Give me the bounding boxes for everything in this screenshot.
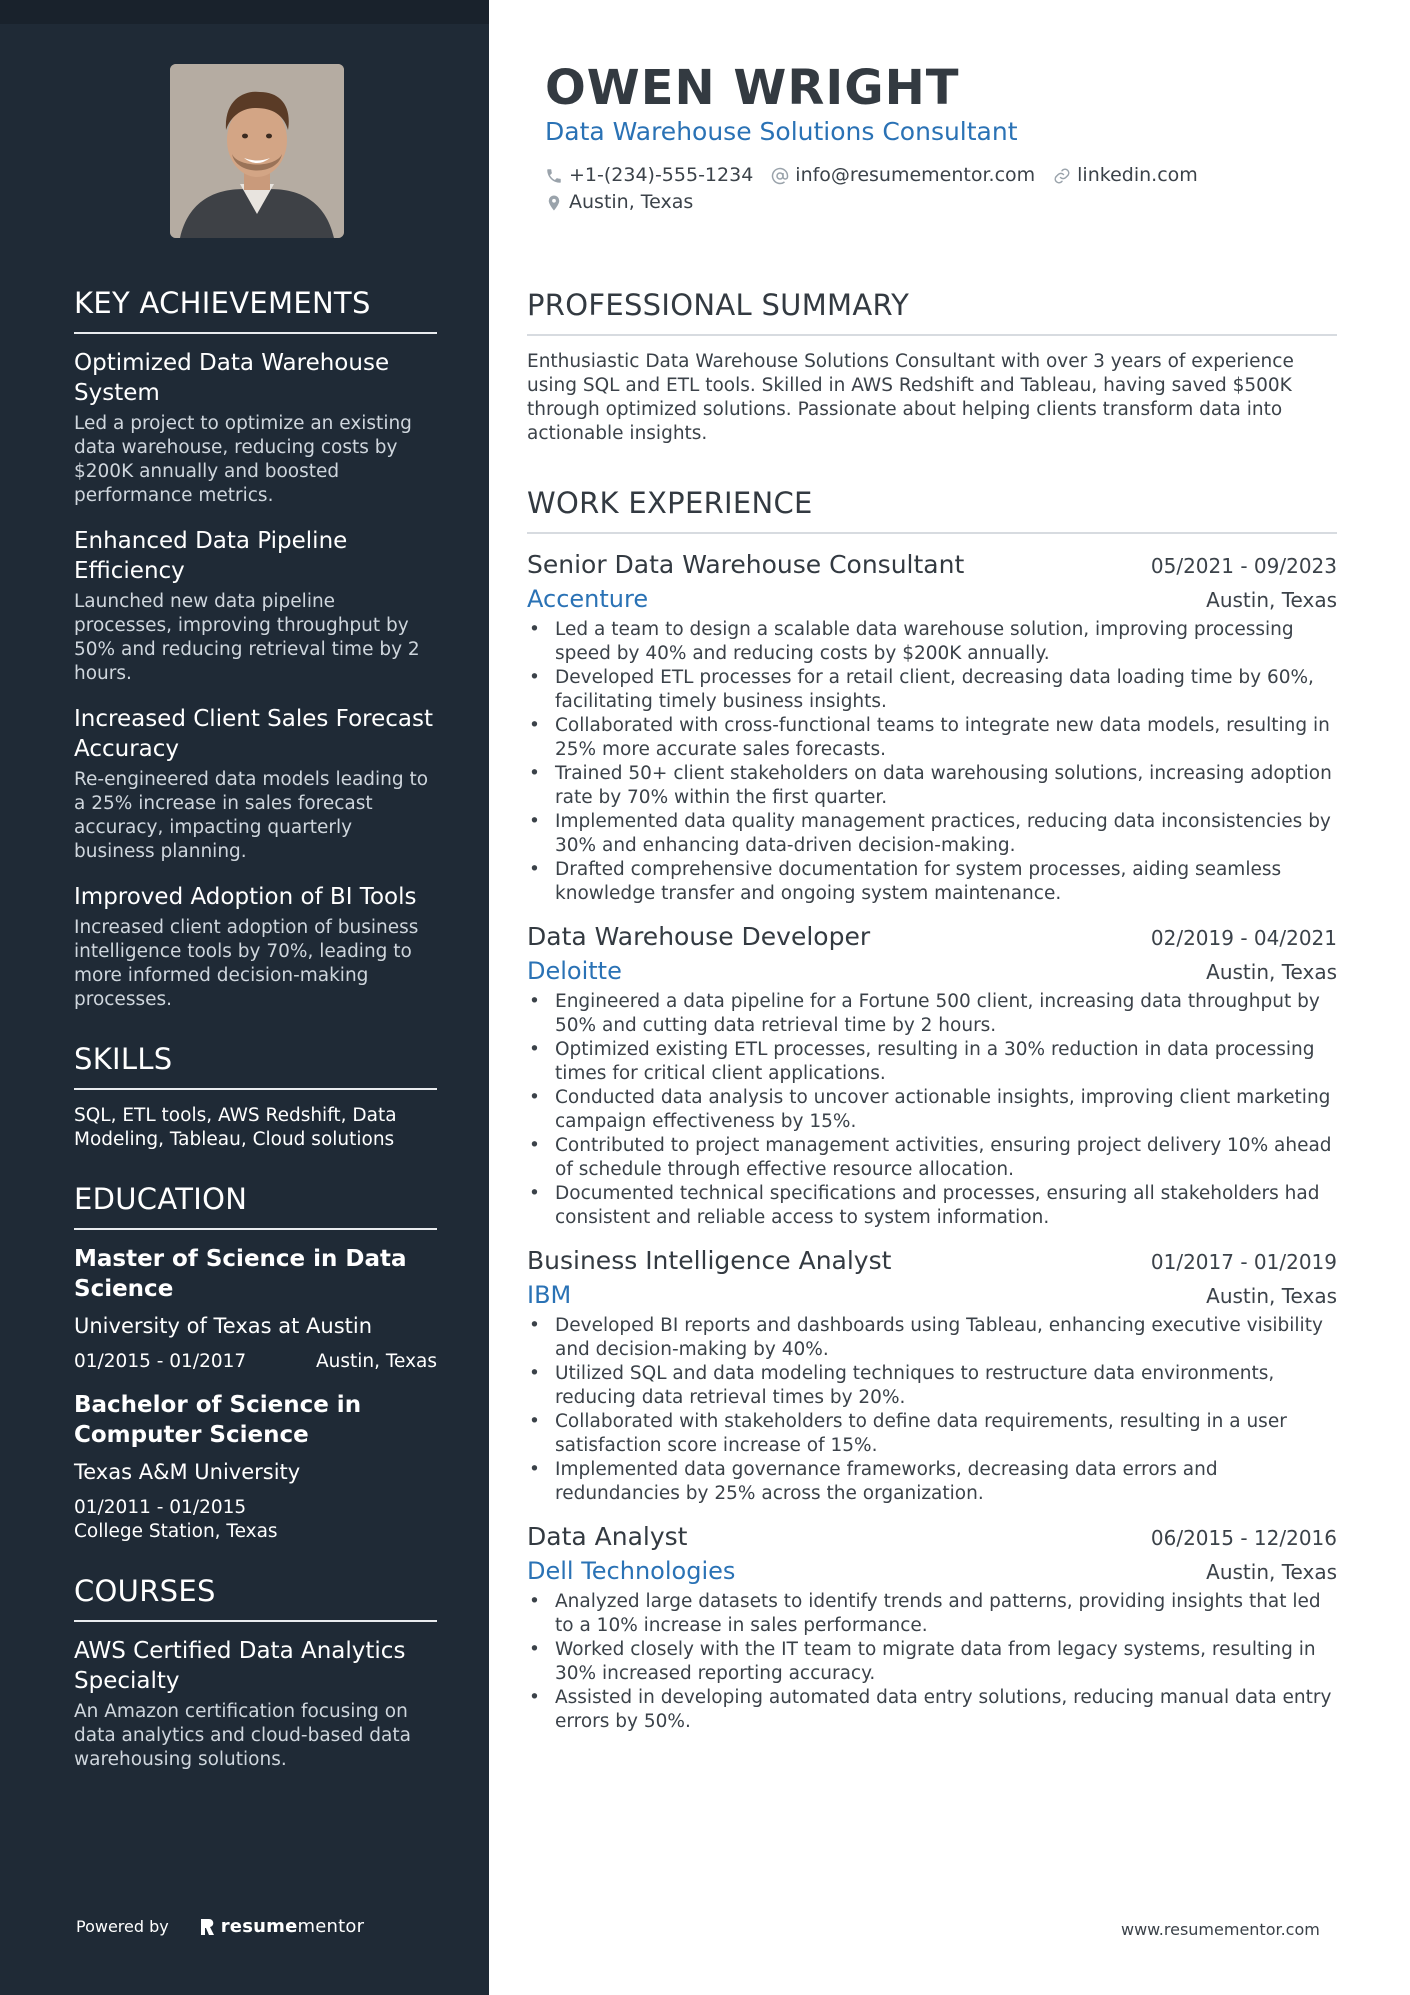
skills-list: SQL, ETL tools, AWS Redshift, Data Modeling, Tableau, Cloud solutions (74, 1105, 397, 1150)
job-row (527, 582, 1337, 616)
phone-text: +1-(234)-555-1234 (569, 164, 754, 186)
job-entry (527, 548, 1337, 906)
powered-by-label: Powered by (76, 1917, 169, 1936)
job-dates: 06/2015 - 12/2016 (1150, 1526, 1337, 1550)
achievement-title: Increased Client Sales Forecast Accuracy (74, 706, 433, 762)
sidebar-top-band (0, 0, 489, 24)
achievement-item (74, 526, 437, 686)
job-row (527, 920, 1337, 954)
job-bullet: • Documented technical specifications and processes, ensuring all stakeholders had consistent and reliable access to system information. (527, 1182, 1337, 1230)
job-bullet: • Conducted data analysis to uncover actionable insights, improving client marketing campaign effectiveness by 15%. (527, 1086, 1337, 1134)
brand-bold: resume (220, 1916, 298, 1937)
education-meta (74, 1496, 437, 1544)
education-location: College Station, Texas (74, 1521, 278, 1542)
job-entry (527, 1520, 1337, 1734)
email-text: info@resumementor.com (795, 164, 1036, 186)
resume-header (545, 60, 1335, 216)
footer-website-link[interactable]: www.resumementor.com (1121, 1920, 1320, 1939)
contact-location (545, 189, 693, 216)
link-icon (1053, 167, 1071, 185)
job-row (527, 1554, 1337, 1588)
job-row (527, 954, 1337, 988)
achievement-description: Increased client adoption of business intelligence tools by 70%, leading to more informed decision-making processes. (74, 917, 419, 1010)
education-dates: 01/2015 - 01/2017 (74, 1351, 247, 1372)
resumementor-logo[interactable] (199, 1916, 364, 1937)
job-role: Business Intelligence Analyst (527, 1246, 892, 1275)
job-location: Austin, Texas (1206, 588, 1337, 612)
course-item (74, 1636, 437, 1772)
education-school: Texas A&M University (74, 1460, 301, 1484)
contact-row (545, 162, 1335, 189)
powered-by (76, 1916, 364, 1937)
achievement-description: Re-engineered data models leading to a 25% increase in sales forecast accuracy, impacting quarterly business planning. (74, 769, 429, 862)
work-experience-heading: WORK EXPERIENCE (527, 486, 1337, 534)
job-bullet: • Drafted comprehensive documentation for system processes, aiding seamless knowledge transfer and ongoing system maintenance. (527, 858, 1337, 906)
achievement-description: Launched new data pipeline processes, improving throughput by 50% and reducing retrieval time by 2 hours. (74, 591, 420, 684)
education-dates: 01/2011 - 01/2015 (74, 1497, 247, 1518)
job-bullet: • Developed BI reports and dashboards using Tableau, enhancing executive visibility and decision-making by 40%. (527, 1314, 1337, 1362)
education-location: Austin, Texas (315, 1351, 437, 1372)
contact-info (545, 162, 1335, 216)
job-company: Deloitte (527, 957, 622, 985)
summary-text: Enthusiastic Data Warehouse Solutions Consultant with over 3 years of experience using SQL and ETL tools. Skilled in AWS Redshift and Tableau, having saved $500K through optimized solutions. Passionate about helping clients transform data into actionable insights. (527, 351, 1294, 444)
achievement-title: Improved Adoption of BI Tools (74, 884, 417, 910)
job-row (527, 548, 1337, 582)
job-bullet: • Worked closely with the IT team to migrate data from legacy systems, resulting in 30% increased reporting accuracy. (527, 1638, 1337, 1686)
job-bullets (527, 1314, 1337, 1506)
location-pin-icon (545, 194, 563, 212)
job-bullet: • Analyzed large datasets to identify trends and patterns, providing insights that led to a 10% increase in sales performance. (527, 1590, 1337, 1638)
avatar (170, 64, 344, 238)
job-location: Austin, Texas (1206, 1560, 1337, 1584)
contact-phone[interactable] (545, 162, 753, 189)
job-row (527, 1520, 1337, 1554)
candidate-name: OWEN WRIGHT (545, 60, 960, 116)
job-row (527, 1244, 1337, 1278)
work-experience-section (527, 486, 1337, 1748)
contact-linkedin[interactable] (1053, 162, 1198, 189)
job-bullet: • Developed ETL processes for a retail client, decreasing data loading time by 60%, facilitating timely business insights. (527, 666, 1337, 714)
education-degree: Bachelor of Science in Computer Science (74, 1392, 362, 1448)
job-role: Data Analyst (527, 1522, 688, 1551)
candidate-title: Data Warehouse Solutions Consultant (545, 117, 1018, 146)
job-bullet: • Engineered a data pipeline for a Fortune 500 client, increasing data throughput by 50% and cutting data retrieval time by 2 hours. (527, 990, 1337, 1038)
location-text: Austin, Texas (569, 191, 694, 213)
job-row (527, 1278, 1337, 1312)
linkedin-text: linkedin.com (1077, 164, 1198, 186)
achievement-item (74, 704, 437, 864)
job-bullet: • Led a team to design a scalable data warehouse solution, improving processing speed by 40% and reducing costs by $200K annually. (527, 618, 1337, 666)
education-item (74, 1390, 437, 1544)
education-degree: Master of Science in Data Science (74, 1246, 407, 1302)
job-role: Senior Data Warehouse Consultant (527, 550, 965, 579)
education-meta (74, 1350, 437, 1374)
education-heading: EDUCATION (74, 1182, 437, 1230)
job-bullet: • Collaborated with cross-functional teams to integrate new data models, resulting in 25% more accurate sales forecasts. (527, 714, 1337, 762)
brand-light: mentor (297, 1916, 365, 1937)
job-bullets (527, 618, 1337, 906)
job-company: Dell Technologies (527, 1557, 736, 1585)
resumementor-logo-icon (199, 1917, 217, 1937)
achievement-description: Led a project to optimize an existing data warehouse, reducing costs by $200K annually and boosted performance metrics. (74, 413, 412, 506)
contact-email[interactable] (771, 162, 1035, 189)
job-dates: 01/2017 - 01/2019 (1150, 1250, 1337, 1274)
job-company: IBM (527, 1281, 572, 1309)
job-location: Austin, Texas (1206, 1284, 1337, 1308)
profile-photo (170, 64, 344, 238)
professional-summary-heading: PROFESSIONAL SUMMARY (527, 288, 1337, 336)
job-dates: 05/2021 - 09/2023 (1150, 554, 1337, 578)
sidebar-content (74, 286, 437, 1802)
course-title: AWS Certified Data Analytics Specialty (74, 1638, 406, 1694)
achievement-title: Enhanced Data Pipeline Efficiency (74, 528, 348, 584)
job-bullet: • Assisted in developing automated data entry solutions, reducing manual data entry errors by 50%. (527, 1686, 1337, 1734)
job-bullet: • Optimized existing ETL processes, resulting in a 30% reduction in data processing times for critical client applications. (527, 1038, 1337, 1086)
education-section (74, 1182, 437, 1544)
job-bullets (527, 990, 1337, 1230)
professional-summary-section (527, 288, 1337, 446)
skills-heading: SKILLS (74, 1042, 437, 1090)
job-role: Data Warehouse Developer (527, 922, 871, 951)
job-bullet: • Utilized SQL and data modeling techniques to restructure data environments, reducing data retrieval times by 20%. (527, 1362, 1337, 1410)
contact-row (545, 189, 1335, 216)
achievement-title: Optimized Data Warehouse System (74, 350, 390, 406)
job-location: Austin, Texas (1206, 960, 1337, 984)
job-bullet: • Trained 50+ client stakeholders on data warehousing solutions, increasing adoption rate by 70% within the first quarter. (527, 762, 1337, 810)
key-achievements-heading: KEY ACHIEVEMENTS (74, 286, 437, 334)
achievement-item (74, 882, 437, 1012)
job-entry (527, 1244, 1337, 1506)
sidebar (0, 0, 489, 1995)
education-item (74, 1244, 437, 1374)
job-dates: 02/2019 - 04/2021 (1150, 926, 1337, 950)
achievement-item (74, 348, 437, 508)
job-entry (527, 920, 1337, 1230)
courses-section (74, 1574, 437, 1772)
skills-section (74, 1042, 437, 1152)
job-bullets (527, 1590, 1337, 1734)
job-bullet: • Contributed to project management activities, ensuring project delivery 10% ahead of schedule through effective resource allocation. (527, 1134, 1337, 1182)
education-school: University of Texas at Austin (74, 1314, 373, 1338)
key-achievements-section (74, 286, 437, 1012)
course-description: An Amazon certification focusing on data analytics and cloud-based data warehousing solutions. (74, 1701, 411, 1770)
job-bullet: • Implemented data quality management practices, reducing data inconsistencies by 30% and enhancing data-driven decision-making. (527, 810, 1337, 858)
job-company: Accenture (527, 585, 649, 613)
job-bullet: • Implemented data governance frameworks, decreasing data errors and redundancies by 25% across the organization. (527, 1458, 1337, 1506)
job-bullet: • Collaborated with stakeholders to define data requirements, resulting in a user satisfaction score increase of 15%. (527, 1410, 1337, 1458)
courses-heading: COURSES (74, 1574, 437, 1622)
phone-icon (545, 167, 563, 185)
at-sign-icon (771, 167, 789, 185)
